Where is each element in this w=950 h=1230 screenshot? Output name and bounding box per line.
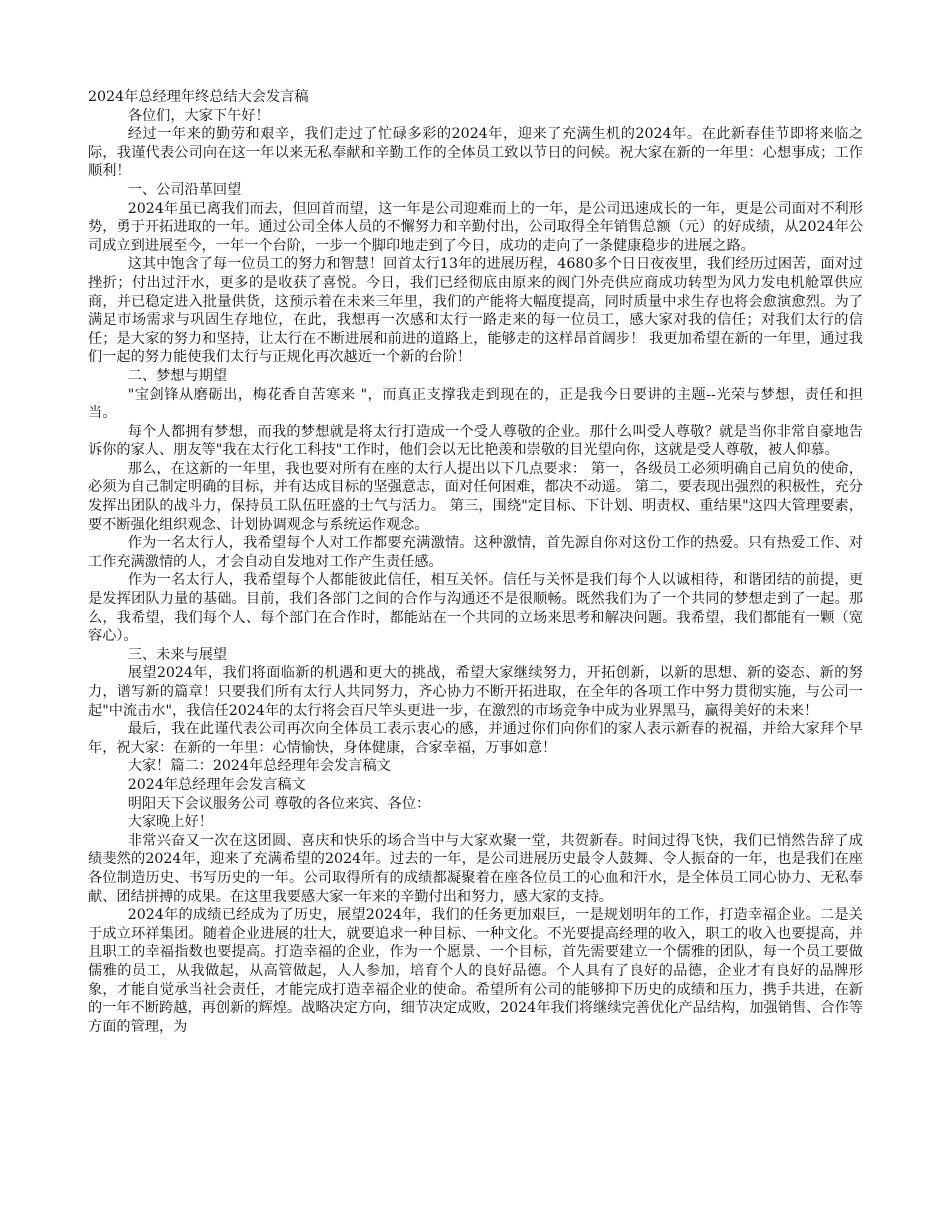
- paragraph: 作为一名太行人，我希望每个人对工作都要充满激情。这种激情，首先源自你对这份工作的热爱。只有热爱工作、对工作充满激情的人，才会自动自发地对工作产生责任感。: [88, 535, 863, 570]
- paragraph: 那么，在这新的一年里，我也要对所有在座的太行人提出以下几点要求： 第一，各级员工必须明确自己肩负的使命，必须为自己制定明确的目标，并有达成目标的坚强意志，面对任何困难，都决不动遥。 第二，要表现出强烈的积极性，充分发挥出团队的战斗力，保持员工队伍旺盛的士气与活力。 第三，围绕"定目标、下计划、明责权、重结果"这四大管理要素，要不断强化组织观念、计划协调观念与系统运作观念。: [88, 460, 863, 533]
- paragraph: "宝剑锋从磨砺出，梅花香自苦寒来 "，而真正支撑我走到现在的，正是我今日要讲的主题--光荣与梦想，责任和担当。: [88, 386, 863, 422]
- paragraph: 作为一名太行人，我希望每个人都能彼此信任，相互关怀。信任与关怀是我们每个人以诚相待，和谐团结的前提，更是发挥团队力量的基础。目前，我们各部门之间的合作与沟通还不是很顺畅。既然我们为了一个共同的梦想走到了一起。那么，我希望，我们每个人、每个部门在合作时，都能站在一个共同的立场来思考和解决问题。我希望，我们都能有一颗（宽容心）。: [88, 572, 863, 645]
- paragraph: 展望2024年，我们将面临新的机遇和更大的挑战，希望大家继续努力，开拓创新，以新的思想、新的姿态、新的努力，谱写新的篇章！只要我们所有太行人共同努力，齐心协力不断开拓进取，在全年的各项工作中努力贯彻实施，与公司一起"中流击水"，我信任2024年的太行将会百尺竿头更进一步，在激烈的市场竞争中成为业界黑马，赢得美好的未来！: [88, 665, 863, 719]
- paragraph: 大家！篇二：2024年总经理年会发言稿文: [127, 758, 391, 775]
- paragraph: 每个人都拥有梦想，而我的梦想就是将太行打造成一个受人尊敬的企业。那什么叫受人尊敬？就是当你非常自豪地告诉你的家人、朋友等"我在太行化工科技"工作时，他们会以无比艳羡和崇敬的目光望向你，这就是受人尊敬，被人仰慕。: [88, 423, 863, 459]
- paragraph: 非常兴奋又一次在这团圆、喜庆和快乐的场合当中与大家欢聚一堂，共贺新春。时间过得飞快，我们已悄然告辞了成绩斐然的2024年，迎来了充满希望的2024年。过去的一年，是公司进展历史最令人鼓舞、令人振奋的一年，也是我们在座各位制造历史、书写历史的一年。公司取得所有的成绩都凝聚着在座各位员工的心血和汗水，是全体员工同心协力、无私奉献、团结拼搏的成果。在这里我要感大家一年来的辛勤付出和努力，感大家的支持。: [88, 832, 863, 905]
- paragraph: 2024年虽已离我们而去，但回首而望，这一年是公司迎难而上的一年，是公司迅速成长的一年，更是公司面对不利形势，勇于开拓进取的一年。通过公司全体人员的不懈努力和辛勤付出，公司取得全年销售总额（元）的好成绩，从2024年公司成立到进展至今，一年一个台阶，一步一个脚印地走到了今日，成功的走向了一条健康稳步的进展之路。: [88, 200, 863, 254]
- section-heading: 一、公司沿革回望: [127, 181, 242, 198]
- section-heading: 三、未来与展望: [127, 646, 228, 663]
- greeting: 大家晚上好！: [127, 814, 213, 831]
- paragraph: 经过一年来的勤劳和艰辛，我们走过了忙碌多彩的2024年，迎来了充满生机的2024年。在此新春佳节即将来临之际，我谨代表公司向在这一年以来无私奉献和辛勤工作的全体员工致以节日的问候。祝大家在新的一年里：心想事成；工作顺利！: [88, 126, 863, 180]
- paragraph: 最后，我在此谨代表公司再次向全体员工表示衷心的感，并通过你们向你们的家人表示新春的祝福，并给大家拜个早年，祝大家：在新的一年里：心情愉快，身体健康，合家幸福，万事如意！: [88, 721, 863, 756]
- section-heading: 二、梦想与期望: [127, 367, 228, 384]
- subtitle: 2024年总经理年会发言稿文: [127, 776, 306, 793]
- document-page: [88, 88, 863, 1036]
- paragraph: 明阳天下会议服务公司 尊敬的各位来宾、各位：: [127, 795, 431, 812]
- greeting: 各位们，大家下午好！: [127, 107, 270, 124]
- paragraph: 2024年的成绩已经成为了历史，展望2024年，我们的任务更加艰巨，一是规划明年的工作，打造幸福企业。二是关于成立环祥集团。随着企业进展的壮大，就要追求一种目标、一种文化。不光要提高经理的收入，职工的收入也要提高，并且职工的幸福指数也要提高。打造幸福的企业，作为一个愿景、一个目标，首先需要建立一个儒雅的团队，每一个员工要做儒雅的员工，从我做起，从高管做起，人人参加，培育个人的良好品德。个人具有了良好的品德，企业才有良好的品牌形象，才能自觉承当社会责任，才能完成打造幸福企业的使命。希望所有公司的能够抑下历史的成绩和压力，携手共进，在新的一年不断跨越，再创新的辉煌。战略决定方向，细节决定成败，2024年我们将继续完善优化产品结构，加强销售、合作等方面的管理，为: [88, 907, 863, 1035]
- document-title: 2024年总经理年终总结大会发言稿: [88, 89, 309, 105]
- paragraph: 这其中饱含了每一位员工的努力和智慧！回首太行13年的进展历程，4680多个日日夜夜里，我们经历过困苦，面对过挫折；付出过汗水，更多的是收获了喜悦。今日，我们已经彻底由原来的阀门外壳供应商成功转型为风力发电机舱罩供应商，并已稳定进入批量供货，这预示着在未来三年里，我们的产能将大幅度提高，同时质量中求生存也将会愈演愈烈。为了满足市场需求与巩固生存地位，在此，我想再一次感和太行一路走来的每一位员工，感大家对我的信任；对我们太行的信任；是大家的努力和坚持，让太行在不断进展和前进的道路上，能够走的这样昂首阔步！ 我更加希望在新的一年里，通过我们一起的努力能使我们太行与正规化再次越近一个新的台阶！: [88, 256, 863, 366]
